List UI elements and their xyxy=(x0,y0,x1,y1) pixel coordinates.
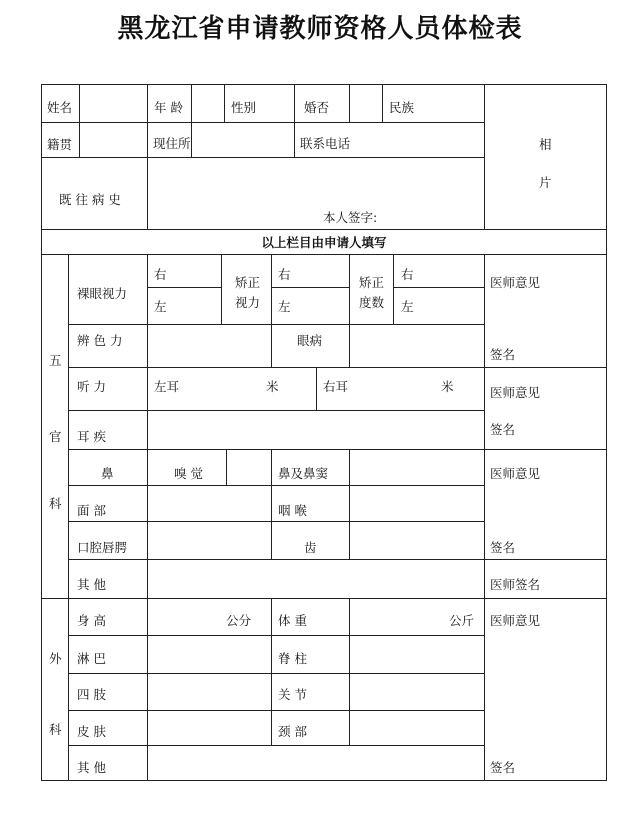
spine-label: 脊 柱 xyxy=(278,651,307,666)
facial-doctor-sign: 医师签名 xyxy=(490,577,541,592)
hearing-label: 听 力 xyxy=(77,379,106,394)
skin-label: 皮 肤 xyxy=(77,724,106,739)
oral-label: 口腔唇腭 xyxy=(77,540,128,555)
neck-label: 颈 部 xyxy=(278,724,307,739)
phone-label: 联系电话 xyxy=(300,136,351,151)
left-ear-label: 左耳 xyxy=(154,379,180,394)
left-ear-unit: 米 xyxy=(266,379,279,394)
surgery-doctor-opinion: 医师意见 xyxy=(490,613,541,628)
degree-left-label: 左 xyxy=(401,299,414,314)
color-vision-label: 辨 色 力 xyxy=(77,333,123,348)
corrected-vision-label-1: 矫正 xyxy=(235,275,261,290)
ent-doctor-opinion: 医师意见 xyxy=(490,466,541,481)
teeth-label: 齿 xyxy=(304,540,317,555)
native-place-label: 籍贯 xyxy=(47,137,73,152)
degree-right-label: 右 xyxy=(401,267,414,282)
naked-vision-label: 裸眼视力 xyxy=(77,286,128,301)
surgery-other-label: 其 他 xyxy=(77,760,106,775)
vision-doctor-opinion: 医师意见 xyxy=(490,275,541,290)
smell-label: 嗅 觉 xyxy=(174,466,203,481)
hearing-doctor-opinion: 医师意见 xyxy=(490,385,541,400)
dept-facial-2: 官 xyxy=(49,429,62,444)
right-ear-unit: 米 xyxy=(441,379,454,394)
name-label: 姓名 xyxy=(47,100,73,115)
corrected-right-label: 右 xyxy=(278,267,291,282)
residence-label: 现住所 xyxy=(153,136,191,151)
exam-form xyxy=(41,84,607,781)
facial-other-label: 其 他 xyxy=(77,577,106,592)
height-unit: 公分 xyxy=(226,613,252,628)
applicant-note: 以上栏目由申请人填写 xyxy=(261,235,387,250)
corrected-degree-label-1: 矫正 xyxy=(359,275,385,290)
throat-label: 咽 喉 xyxy=(278,503,307,518)
naked-left-label: 左 xyxy=(154,299,167,314)
nose-sinus-label: 鼻及鼻窦 xyxy=(278,466,329,481)
marital-label: 婚否 xyxy=(304,100,330,115)
signature-label: 本人签字: xyxy=(323,210,378,225)
limbs-label: 四 肢 xyxy=(77,687,106,702)
page-title: 黑龙江省申请教师资格人员体检表 xyxy=(117,14,523,44)
joints-label: 关 节 xyxy=(278,687,307,702)
photo-label-1: 相 xyxy=(539,137,552,152)
eye-disease-label: 眼病 xyxy=(297,333,323,348)
gender-label: 性别 xyxy=(231,100,257,115)
hearing-sign-label: 签名 xyxy=(490,422,516,437)
naked-right-label: 右 xyxy=(154,267,167,282)
face-label: 面 部 xyxy=(77,503,106,518)
surgery-sign-label: 签名 xyxy=(490,760,516,775)
corrected-degree-label-2: 度数 xyxy=(359,295,385,310)
dept-surgery-2: 科 xyxy=(49,722,62,737)
lymph-label: 淋 巴 xyxy=(77,651,106,666)
weight-unit: 公斤 xyxy=(449,613,475,628)
nose-label: 鼻 xyxy=(101,466,114,481)
ear-disease-label: 耳 疾 xyxy=(77,429,106,444)
weight-label: 体 重 xyxy=(278,613,307,628)
ent-sign-label: 签名 xyxy=(490,540,516,555)
corrected-vision-label-2: 视力 xyxy=(235,295,261,310)
vision-sign-label: 签名 xyxy=(490,347,516,362)
corrected-left-label: 左 xyxy=(278,299,291,314)
height-label: 身 高 xyxy=(77,613,106,628)
age-label: 年 龄 xyxy=(154,100,183,115)
ethnicity-label: 民族 xyxy=(389,100,415,115)
dept-facial-1: 五 xyxy=(49,353,62,368)
dept-facial-3: 科 xyxy=(49,496,62,511)
history-label: 既 往 病 史 xyxy=(59,192,121,207)
right-ear-label: 右耳 xyxy=(323,379,349,394)
dept-surgery-1: 外 xyxy=(49,651,62,666)
photo-label-2: 片 xyxy=(539,175,552,190)
